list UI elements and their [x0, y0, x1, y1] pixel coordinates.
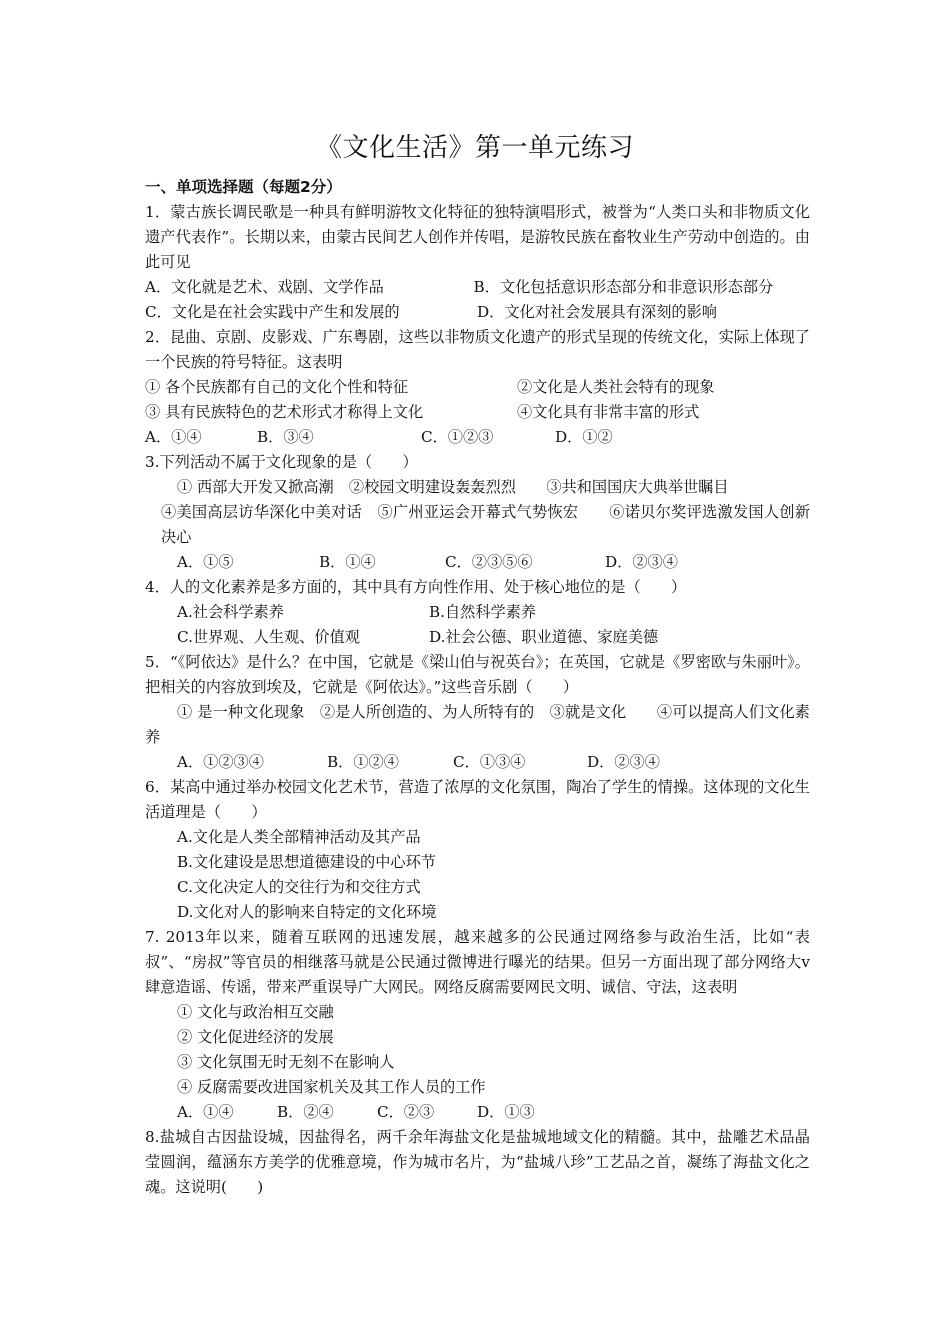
q2-statements-row1 [145, 375, 810, 400]
q4-options-row2 [145, 625, 810, 650]
q8-stem: 8.盐城自古因盐设城，因盐得名，两千余年海盐文化是盐城地域文化的精髓。其中，盐雕艺术品晶莹圆润，蕴涵东方美学的优雅意境，作为城市名片，为“盐城八珍”工艺品之首，凝练了海盐文化之魂。这说明( ) [145, 1128, 810, 1196]
q7-option-b: B．②④ [277, 1103, 334, 1121]
q5-stem: 5．“《阿依达》是什么？在中国，它就是《梁山伯与祝英台》；在英国，它就是《罗密欧与朱丽叶》。把相关的内容放到埃及，它就是《阿依达》。”这些音乐剧（ ） [145, 653, 810, 696]
q1-option-b: B．文化包括意识形态部分和非意识形态部分 [473, 278, 774, 296]
q3-statements-line1: ① 西部大开发又掀高潮 ②校园文明建设轰轰烈烈 ③共和国国庆大典举世瞩目 [177, 478, 729, 496]
q7-statement-4: ④ 反腐需要改进国家机关及其工作人员的工作 [177, 1078, 486, 1096]
q5-statements: ① 是一种文化现象 ②是人所创造的、为人所特有的 ③就是文化 ④可以提高人们文化素养 [145, 703, 810, 746]
q3-option-a: A．①⑤ [177, 553, 234, 571]
q2-statement-4: ④文化具有非常丰富的形式 [517, 403, 700, 421]
section-heading: 一、单项选择题（每题2分） [145, 178, 342, 196]
q7-statement-1: ① 文化与政治相互交融 [177, 1003, 334, 1021]
q5-option-c: C．①③④ [453, 753, 526, 771]
q6-option-a: A.文化是人类全部精神活动及其产品 [177, 828, 421, 846]
q7-option-d: D．①③ [477, 1103, 535, 1121]
q4-option-a: A.社会科学素养 [177, 603, 284, 621]
q3-statements-line2: ④美国高层访华深化中美对话 ⑤广州亚运会开幕式气势恢宏 ⑥诺贝尔奖评选激发国人创新决心 [161, 503, 810, 546]
q5-option-d: D．②③④ [587, 753, 660, 771]
q2-statements-row2 [145, 400, 810, 425]
question-list [145, 200, 810, 1200]
q4-option-b: B.自然科学素养 [429, 603, 537, 621]
q2-statement-2: ②文化是人类社会特有的现象 [517, 378, 715, 396]
page-title: 《文化生活》第一单元练习 [315, 133, 634, 163]
q1-options-row2 [145, 300, 810, 325]
q2-options [145, 425, 810, 450]
q7-options [145, 1100, 810, 1125]
q4-stem: 4．人的文化素养是多方面的，其中具有方向性作用、处于核心地位的是（ ） [145, 578, 687, 596]
q1-option-d: D．文化对社会发展具有深刻的影响 [477, 303, 717, 321]
q2-option-a: A．①④ [145, 428, 202, 446]
q6-option-d: D.文化对人的影响来自特定的文化环境 [177, 903, 437, 921]
q3-option-b: B．①④ [319, 553, 376, 571]
q1-option-a: A．文化就是艺术、戏剧、文学作品 [145, 278, 384, 296]
q5-option-b: B．①②④ [327, 753, 399, 771]
q6-option-b: B.文化建设是思想道德建设的中心环节 [177, 853, 436, 871]
q2-statement-3: ③ 具有民族特色的艺术形式才称得上文化 [145, 403, 424, 421]
q1-option-c: C．文化是在社会实践中产生和发展的 [145, 303, 400, 321]
q3-option-c: C．②③⑤⑥ [445, 553, 533, 571]
q2-option-d: D．①② [555, 428, 613, 446]
q2-option-b: B．③④ [257, 428, 314, 446]
q3-option-d: D．②③④ [605, 553, 678, 571]
q4-option-d: D.社会公德、职业道德、家庭美德 [429, 628, 659, 646]
q6-option-c: C.文化决定人的交往行为和交往方式 [177, 878, 421, 896]
q2-statement-1: ① 各个民族都有自己的文化个性和特征 [145, 378, 409, 396]
q4-options-row1 [145, 600, 810, 625]
q3-stem: 3.下列活动不属于文化现象的是（ ） [145, 453, 418, 471]
q5-option-a: A．①②③④ [177, 753, 264, 771]
q2-stem: 2．昆曲、京剧、皮影戏、广东粤剧，这些以非物质文化遗产的形式呈现的传统文化，实际上体现了一个民族的符号特征。这表明 [145, 328, 810, 371]
q7-option-a: A．①④ [177, 1103, 234, 1121]
q3-options [145, 550, 810, 575]
q5-options [145, 750, 810, 775]
q4-option-c: C.世界观、人生观、价值观 [177, 628, 360, 646]
q7-stem: 7. 2013年以来，随着互联网的迅速发展，越来越多的公民通过网络参与政治生活，比如“表叔”、“房叔”等官员的相继落马就是公民通过微博进行曝光的结果。但另一方面出现了部分网络大v肆意造谣、传谣，带来严重误导广大网民。网络反腐需要网民文明、诚信、守法，这表明 [145, 928, 810, 996]
q7-option-c: C．②③ [377, 1103, 435, 1121]
q1-stem: 1．蒙古族长调民歌是一种具有鲜明游牧文化特征的独特演唱形式，被誉为“人类口头和非物质文化遗产代表作”。长期以来，由蒙古民间艺人创作并传唱，是游牧民族在畜牧业生产劳动中创造的。由此可见 [145, 203, 810, 271]
q2-option-c: C．①②③ [421, 428, 494, 446]
q1-options-row1 [145, 275, 810, 300]
q7-statement-2: ② 文化促进经济的发展 [177, 1028, 334, 1046]
q7-statement-3: ③ 文化氛围无时无刻不在影响人 [177, 1053, 395, 1071]
q6-stem: 6．某高中通过举办校园文化艺术节，营造了浓厚的文化氛围，陶冶了学生的情操。这体现的文化生活道理是（ ） [145, 778, 810, 821]
